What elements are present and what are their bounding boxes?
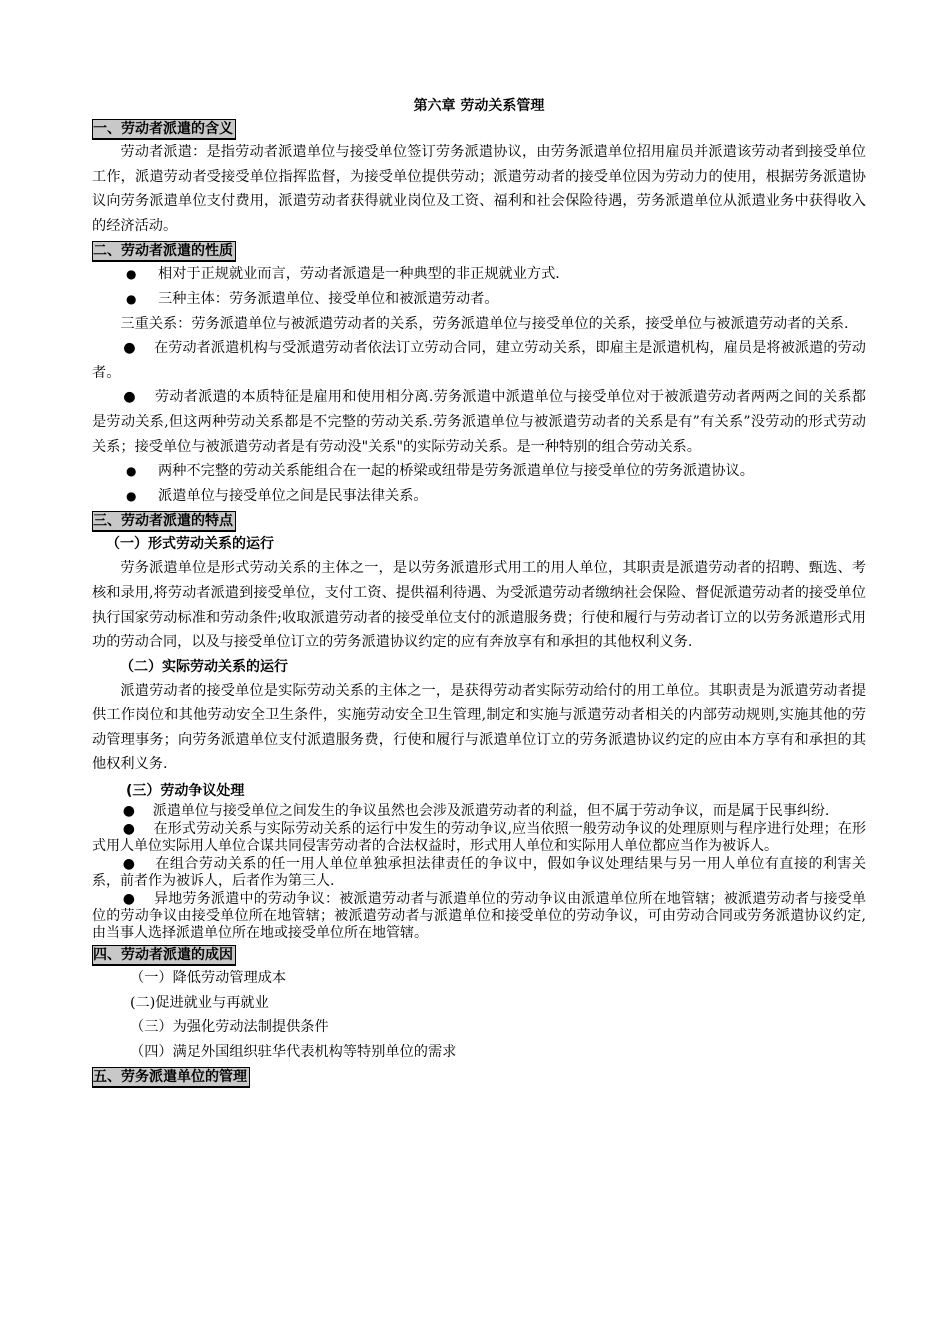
bullet-item: ● 相对于正规就业而言，劳动者派遣是一种典型的非正规就业方式.: [92, 262, 866, 287]
bullet-item: ● 异地劳务派遣中的劳动争议：被派遣劳动者与派遣单位的劳动争议由派遣单位所在地管辖；被派遣劳动者与接受单位的劳动争议由接受单位所在地管辖；被派遣劳动者与派遣单位和接受单位的劳动争议，可由劳动合同或劳务派遣协议约定,由当事人选择派遣单位所在地或接受单位所在地管辖。: [92, 891, 866, 942]
section-heading-3: 三、劳动者派遣的特点: [92, 511, 236, 532]
bullet-item: ● 在劳动者派遣机构与受派遣劳动者依法订立劳动合同，建立劳动关系，即雇主是派遣机构，雇员是将被派遣的劳动者。: [92, 340, 866, 381]
bullet-item: ● 两种不完整的劳动关系能组合在一起的桥梁或纽带是劳务派遣单位与接受单位的劳务派遣协议。: [92, 459, 866, 484]
subheading: (三）劳动争议处理: [126, 783, 245, 800]
list-item: （四）满足外国组织驻华代表机构等特别单位的需求: [130, 1043, 457, 1060]
section-heading-4: 四、劳动者派遣的成因: [92, 945, 236, 966]
bullet-item: ● 派遣单位与接受单位之间发生的争议虽然也会涉及派遣劳动者的利益，但不属于劳动争议，而是属于民事纠纷.: [122, 803, 830, 820]
bullet-item: ● 在组合劳动关系的任一用人单位单独承担法律责任的争议中，假如争议处理结果与另一用人单位有直接的利害关系，前者作为被诉人，后者作为第三人.: [92, 856, 866, 890]
paragraph-actual: 派遣劳动者的接受单位是实际劳动关系的主体之一，是获得劳动者实际劳动给付的用工单位。其职责是为派遣劳动者提供工作岗位和其他劳动安全卫生条件，实施劳动安全卫生管理,制定和实施与派遣劳动者相关的内部劳动规则,实施其他的劳动管理事务；向劳务派遣单位支付派遣服务费，行使和履行与派遣单位订立的劳务派遣协议约定的应由本方享有和承担的其他权利义务.: [92, 682, 866, 773]
bullet-item: ● 三种主体：劳务派遣单位、接受单位和被派遣劳动者。: [92, 287, 866, 312]
section-heading-2: 二、劳动者派遣的性质: [92, 241, 236, 262]
subheading: （二）实际劳动关系的运行: [120, 658, 288, 675]
paragraph-relations: 三重关系：劳务派遣单位与被派遣劳动者的关系，劳务派遣单位与接受单位的关系，接受单位与被派遣劳动者的关系.: [120, 315, 849, 332]
list-item: （一）降低劳动管理成本: [130, 970, 287, 987]
list-item: (二)促进就业与再就业: [130, 994, 269, 1011]
paragraph-formal: 劳务派遣单位是形式劳动关系的主体之一，是以劳务派遣形式用工的用人单位，其职责是派遣劳动者的招聘、甄选、考核和录用,将劳动者派遣到接受单位，支付工资、提供福利待遇、为受派遣劳动者缴纳社会保险、督促派遣劳动者的接受单位执行国家劳动标准和劳动条件;收取派遣劳动者的接受单位支付的派遣服务费；行使和履行与劳动者订立的以劳务派遣形式用功的劳动合同，以及与接受单位订立的劳务派遣协议约定的应有奔放享有和承担的其他权利义务.: [92, 560, 866, 651]
paragraph-definition: 劳动者派遣：是指劳动者派遣单位与接受单位签订劳务派遣协议，由劳务派遣单位招用雇员并派遣该劳动者到接受单位工作，派遣劳动者受接受单位指挥监督，为接受单位提供劳动；派遣劳动者的接受单位因为劳动力的使用，根据劳务派遣协议向劳务派遣单位支付费用，派遣劳动者获得就业岗位及工资、福利和社会保险待遇，劳务派遣单位从派遣业务中获得收入的经济活动。: [92, 144, 866, 234]
bullet-item: ● 在形式劳动关系与实际劳动关系的运行中发生的劳动争议,应当依照一般劳动争议的处理原则与程序进行处理；在形式用人单位实际用人单位合谋共同侵害劳动者的合法权益时，形式用人单位和实际用人单位都应当作为被诉人。: [92, 821, 866, 855]
document-page: [92, 96, 866, 1088]
bullet-item: ● 劳动者派遣的本质特征是雇用和使用相分离.劳务派遣中派遣单位与接受单位对于被派遣劳动者两两之间的关系都是劳动关系,但这两种劳动关系都是不完整的劳动关系.劳务派遣单位与被派遣劳动者的关系是有”有关系”没劳动的形式劳动关系；接受单位与被派遣劳动者是有劳动没"关系"的实际劳动关系。是一种特别的组合劳动关系。: [92, 389, 866, 455]
section-heading-5: 五、劳务派遣单位的管理: [92, 1067, 250, 1088]
subheading: （一）形式劳动关系的运行: [106, 536, 274, 553]
section-heading-1: 一、劳动者派遣的含义: [92, 119, 236, 140]
chapter-title: 第六章 劳动关系管理: [413, 98, 545, 114]
bullet-item: ● 派遣单位与接受单位之间是民事法律关系。: [92, 484, 866, 509]
list-item: （三）为强化劳动法制提供条件: [130, 1019, 329, 1036]
